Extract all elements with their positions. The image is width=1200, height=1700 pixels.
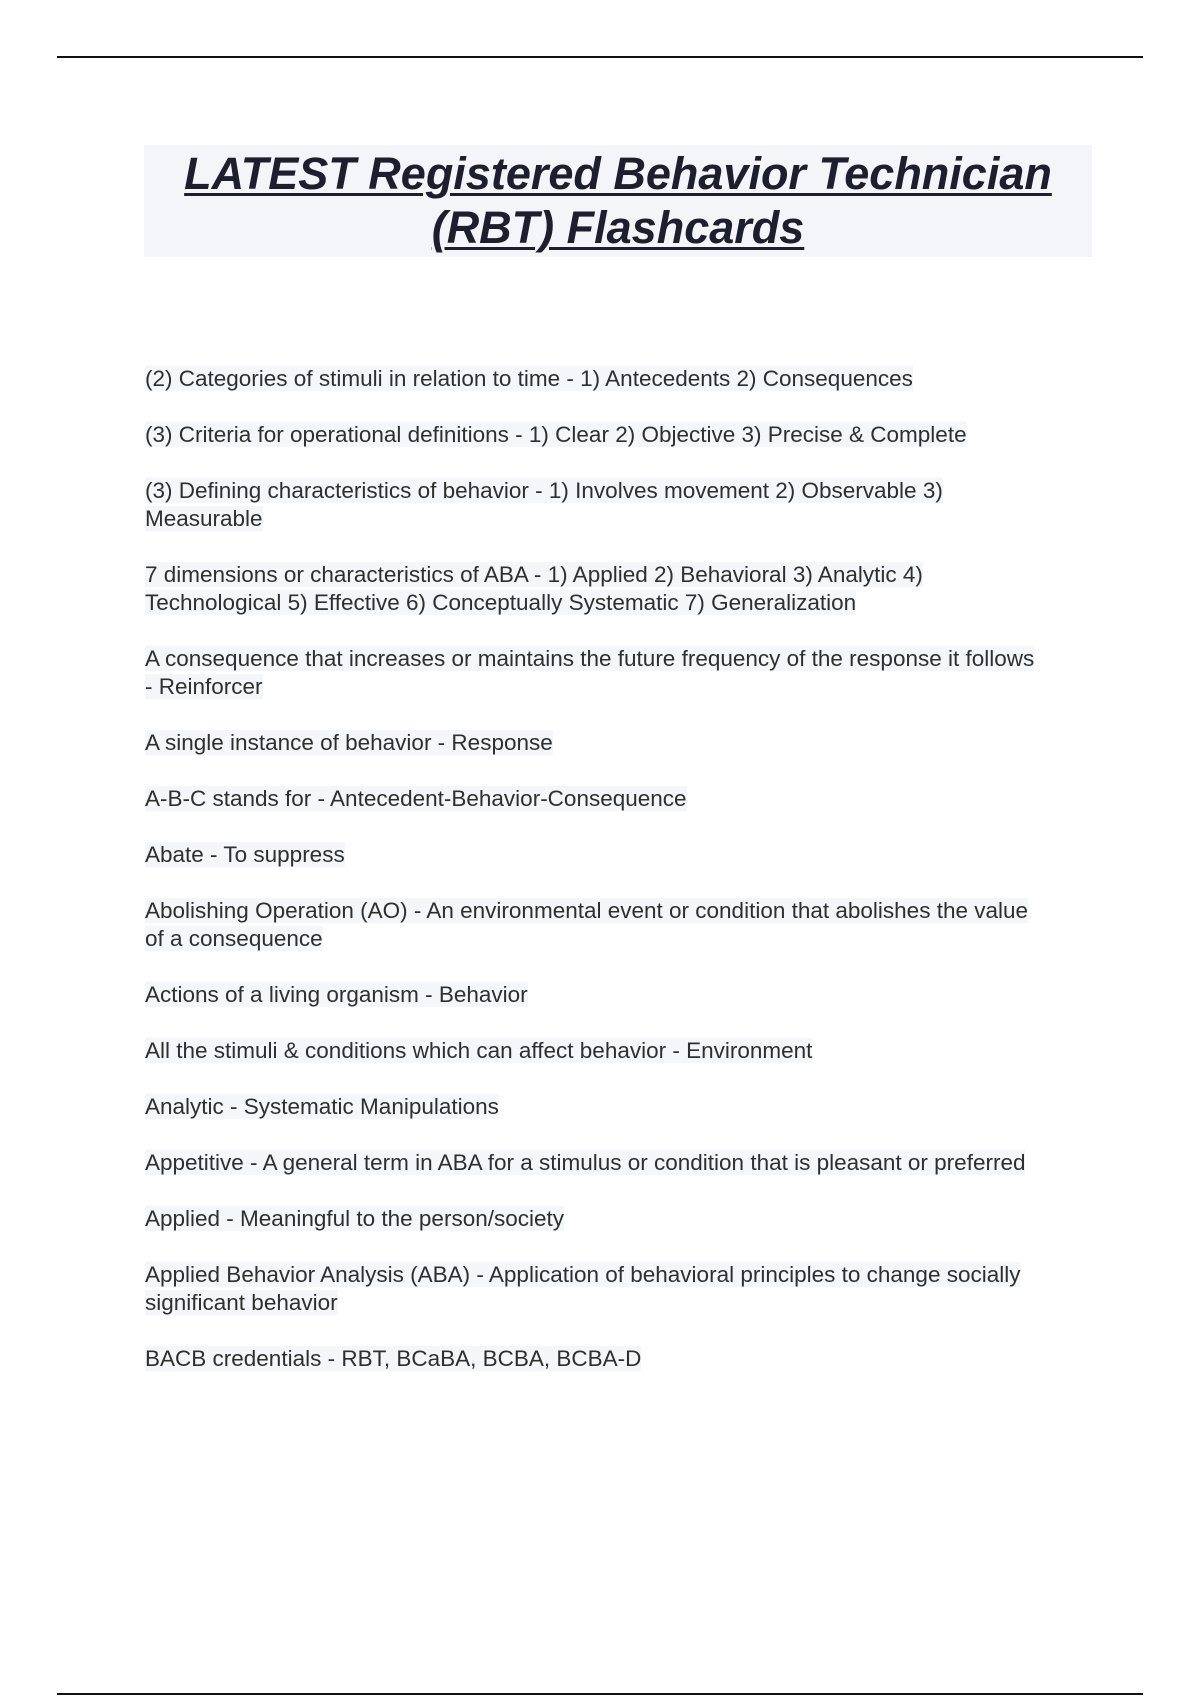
top-rule bbox=[57, 56, 1143, 58]
flashcard-item bbox=[145, 561, 1045, 617]
flashcard-item bbox=[145, 1205, 1045, 1233]
flashcard-item bbox=[145, 1093, 1045, 1121]
flashcard-text: Abolishing Operation (AO) - An environmental event or condition that abolishes the value of a consequence bbox=[145, 898, 1029, 951]
flashcard-item bbox=[145, 1345, 1045, 1373]
flashcard-item bbox=[145, 645, 1045, 701]
flashcard-text: Analytic - Systematic Manipulations bbox=[145, 1094, 499, 1119]
flashcard-text: Appetitive - A general term in ABA for a stimulus or condition that is pleasant or preferred bbox=[145, 1150, 1026, 1175]
title-line-1: LATEST Registered Behavior Technician bbox=[184, 148, 1052, 199]
title-line-2: (RBT) Flashcards bbox=[431, 202, 805, 253]
flashcard-item bbox=[145, 421, 1045, 449]
flashcard-text: Applied Behavior Analysis (ABA) - Application of behavioral principles to change socially significant behavior bbox=[145, 1262, 1021, 1315]
flashcard-item bbox=[145, 841, 1045, 869]
flashcard-item bbox=[145, 1149, 1045, 1177]
flashcard-item bbox=[145, 981, 1045, 1009]
flashcard-item bbox=[145, 897, 1045, 953]
flashcard-text: (3) Defining characteristics of behavior - 1) Involves movement 2) Observable 3) Measurable bbox=[145, 478, 943, 531]
flashcard-text: Applied - Meaningful to the person/society bbox=[145, 1206, 564, 1231]
flashcard-item bbox=[145, 785, 1045, 813]
flashcard-text: Abate - To suppress bbox=[145, 842, 345, 867]
flashcard-text: (2) Categories of stimuli in relation to time - 1) Antecedents 2) Consequences bbox=[145, 366, 913, 391]
flashcard-list bbox=[145, 365, 1045, 1401]
bottom-rule bbox=[57, 1693, 1143, 1695]
flashcard-item bbox=[145, 1261, 1045, 1317]
flashcard-item bbox=[145, 729, 1045, 757]
flashcard-text: A-B-C stands for - Antecedent-Behavior-Consequence bbox=[145, 786, 687, 811]
flashcard-text: 7 dimensions or characteristics of ABA - 1) Applied 2) Behavioral 3) Analytic 4) Technological 5) Effective 6) Conceptually Systematic 7) Generalization bbox=[145, 562, 923, 615]
flashcard-text: A single instance of behavior - Response bbox=[145, 730, 553, 755]
document-title bbox=[144, 145, 1092, 257]
flashcard-text: All the stimuli & conditions which can affect behavior - Environment bbox=[145, 1038, 813, 1063]
flashcard-item bbox=[145, 1037, 1045, 1065]
flashcard-text: BACB credentials - RBT, BCaBA, BCBA, BCBA-D bbox=[145, 1346, 642, 1371]
flashcard-text: Actions of a living organism - Behavior bbox=[145, 982, 528, 1007]
flashcard-text: A consequence that increases or maintains the future frequency of the response it follows - Reinforcer bbox=[145, 646, 1035, 699]
flashcard-item bbox=[145, 477, 1045, 533]
flashcard-text: (3) Criteria for operational definitions - 1) Clear 2) Objective 3) Precise & Complete bbox=[145, 422, 967, 447]
flashcard-item bbox=[145, 365, 1045, 393]
